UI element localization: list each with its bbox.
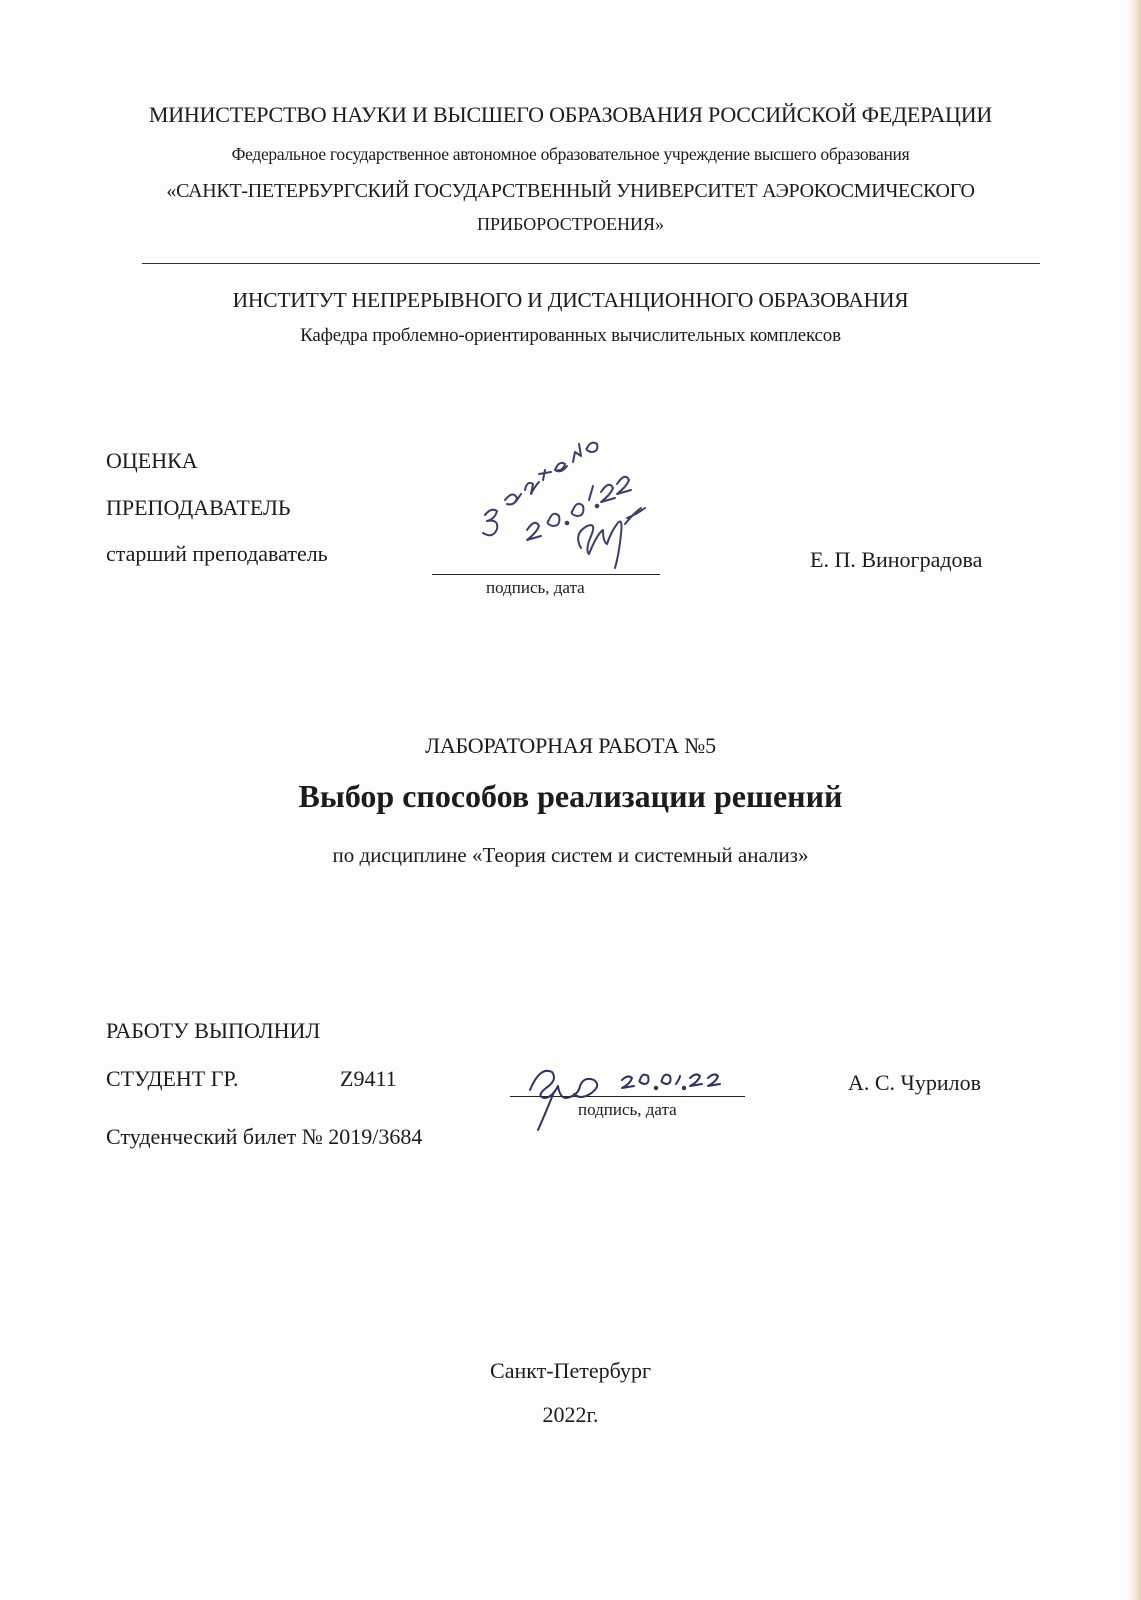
year: 2022г.: [542, 1402, 599, 1427]
teacher-signature-caption: подпись, дата: [486, 578, 585, 597]
performed-label: РАБОТУ ВЫПОЛНИЛ: [106, 1018, 321, 1043]
university-name-line1: «САНКТ-ПЕТЕРБУРГСКИЙ ГОСУДАРСТВЕННЫЙ УНИВЕРСИТЕТ АЭРОКОСМИЧЕСКОГО: [166, 180, 975, 202]
student-group-number: Z9411: [340, 1066, 397, 1091]
lab-title: ЛАБОРАТОРНАЯ РАБОТА №5: [425, 733, 716, 758]
student-name: А. С. Чурилов: [848, 1070, 981, 1095]
institute-title: ИНСТИТУТ НЕПРЕРЫВНОГО И ДИСТАНЦИОННОГО ОБРАЗОВАНИЯ: [232, 288, 909, 312]
teacher-position: старший преподаватель: [106, 541, 328, 566]
teacher-label: ПРЕПОДАВАТЕЛЬ: [106, 495, 291, 520]
discipline-line: по дисциплине «Теория систем и системный анализ»: [332, 843, 809, 867]
header-divider: [142, 263, 1040, 264]
student-handwritten-signature: [510, 1050, 750, 1140]
federal-institution-line: Федеральное государственное автономное образовательное учреждение высшего образования: [231, 144, 910, 164]
teacher-name: Е. П. Виноградова: [810, 547, 983, 572]
student-signature-caption: подпись, дата: [578, 1100, 677, 1119]
university-name-line2: ПРИБОРОСТРОЕНИЯ»: [477, 214, 664, 234]
student-id: Студенческий билет № 2019/3684: [106, 1124, 423, 1149]
grade-label: ОЦЕНКА: [106, 448, 198, 473]
teacher-handwritten-signature: [475, 420, 675, 580]
lab-topic: Выбор способов реализации решений: [298, 778, 843, 814]
city: Санкт-Петербург: [490, 1358, 651, 1383]
ministry-title: МИНИСТЕРСТВО НАУКИ И ВЫСШЕГО ОБРАЗОВАНИЯ РОССИЙСКОЙ ФЕДЕРАЦИИ: [148, 102, 993, 127]
student-group-label: СТУДЕНТ ГР.: [106, 1066, 239, 1091]
department-title: Кафедра проблемно-ориентированных вычислительных комплексов: [300, 325, 841, 346]
